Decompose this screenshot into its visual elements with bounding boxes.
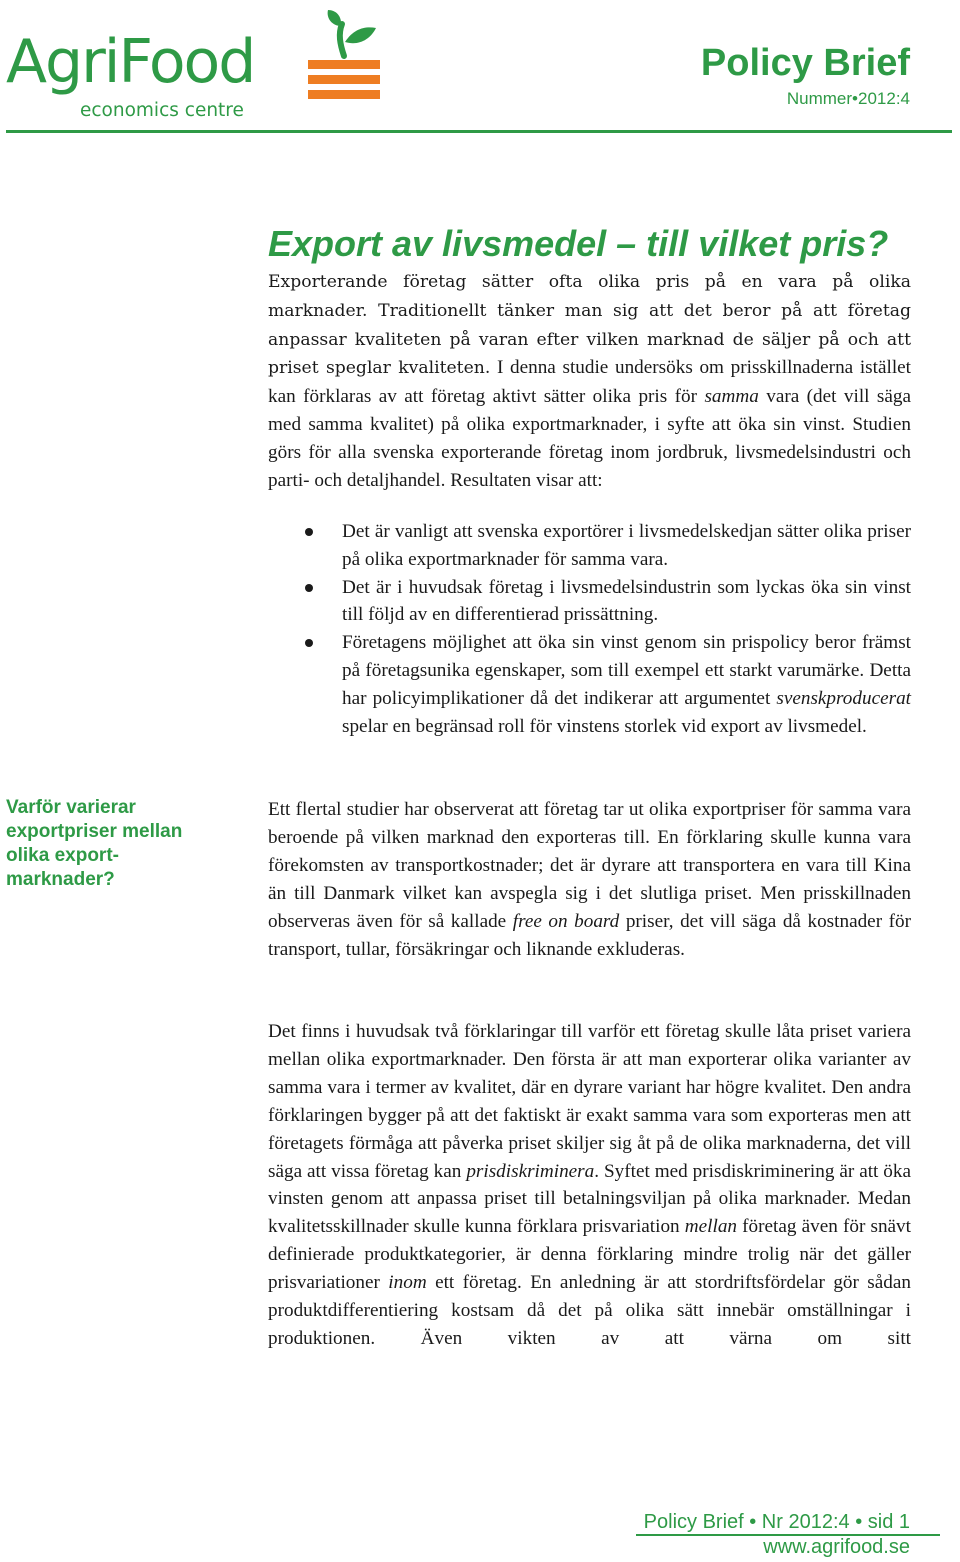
- section-heading: Varför varierar exportpriser mellan olika export-marknader?: [6, 797, 183, 890]
- list-item-text: Det är vanligt att svenska exportörer i livsmedelskedjan sätter olika priser på olika exportmarknader för samma vara.: [342, 521, 911, 570]
- logo-subtitle: economics centre: [80, 100, 244, 121]
- logo-wordmark: AgriFood: [6, 27, 255, 97]
- header-divider-right: [362, 130, 952, 133]
- doc-type-title: Policy Brief: [700, 42, 910, 84]
- paragraph-emphasis: prisdiskriminera: [466, 1160, 595, 1182]
- footer-url-link[interactable]: www.agrifood.se: [763, 1536, 910, 1558]
- paragraph-emphasis: inom: [388, 1272, 427, 1294]
- intro-text-2: I denna studie undersöks om prisskillnaderna istället kan förklaras av att företag aktivt sätter olika pris för: [268, 357, 911, 408]
- paragraph-text: Ett flertal studier har observerat att företag tar ut olika exportpriser för samma vara beroende på vilken marknad den exporteras till. En förklaring skulle kunna vara förekomsten av transportkostnader; det är dyrare att transportera en vara till Kina än till Danmark vilket kan avspegla sig i det slutliga priset. Men prisskillnaden observeras även för så kallade: [268, 799, 911, 932]
- list-item-tail: spelar en begränsad roll för vinstens storlek vid export av livsmedel.: [342, 715, 867, 737]
- doc-number: Nummer•2012:4: [786, 89, 910, 108]
- list-item-text: Företagens möjlighet att öka sin vinst genom sin prispolicy beror främst på företagsunika egenskaper, som till exempel ett starkt varumärke. Detta har policyimplikationer då det indikerar att argumentet: [342, 632, 911, 709]
- list-item: [268, 518, 911, 574]
- bullet-icon: [305, 528, 313, 536]
- bullet-icon: [305, 584, 313, 592]
- intro-paragraph: [268, 268, 911, 494]
- list-item: [268, 574, 911, 630]
- paragraph-emphasis: free on board: [512, 910, 620, 932]
- intro-emphasis: samma: [704, 386, 759, 408]
- footer-page-info: Policy Brief • Nr 2012:4 • sid 1: [643, 1511, 910, 1533]
- body-paragraph-1: [268, 796, 911, 963]
- paragraph-emphasis: mellan: [684, 1216, 738, 1238]
- paragraph-text: . Syftet med prisdiskriminering är att öka vinsten genom att anpassa priset till betalningsviljan på olika marknader. Medan kvalitetsskillnader skulle kunna förklara prisvariation: [268, 1160, 912, 1238]
- paragraph-text: Det finns i huvudsak två förklaringar till varför ett företag skulle låta priset variera mellan olika exportmarknader. Den första är att man exporterar olika varianter av samma vara i termer av kvalitet, där en dyrare variant har högre kvalitet. Den andra förklaringen bygger på att det faktiskt är exakt samma vara som exporteras men att företagets förmåga att påverka priset skiljer sig åt på de olika marknaderna, det vill säga att vissa företag kan: [268, 1021, 911, 1182]
- header-divider-left: [6, 130, 362, 133]
- agrifood-logo: [6, 4, 386, 126]
- page-title: Export av livsmedel – till vilket pris?: [268, 223, 889, 264]
- list-item-emphasis: svenskproducerat: [776, 687, 911, 709]
- paragraph-text: ett företag. En anledning är att stordriftsfördelar gör sådan produktdifferentiering kostsam då det på olika sätt innebär omställningar i produktionen. Även vikten av att värna om sitt: [268, 1272, 911, 1349]
- logo-sprout-icon: [304, 4, 384, 104]
- paragraph-text: priser, det vill säga då kostnader för transport, tullar, försäkringar och liknande exkluderas.: [268, 910, 912, 960]
- bullet-icon: [305, 639, 313, 647]
- results-list: [268, 518, 911, 740]
- intro-text-3: vara (det vill säga med samma kvalitet) på olika exportmarknader, i syfte att öka sin vinst. Studien görs för alla svenska exporterande företag inom jordbruk, livsmedelsindustri och parti- och detaljhandel. Resultaten visar att:: [268, 386, 911, 491]
- paragraph-text: företag även för snävt definierade produktkategorier, är denna förklaring mindre trolig när det gäller prisvariationer: [268, 1216, 911, 1294]
- list-item-text: Det är i huvudsak företag i livsmedelsindustrin som lyckas öka sin vinst till följd av en differentierad prissättning.: [342, 576, 911, 626]
- intro-lead-text: Exporterande företag sätter ofta olika pris på en vara på olika marknader. Traditionellt tänker man sig att det beror på att företag anpassar kvaliteten på varan efter vilken marknad de säljer på och att priset speglar kvaliteten.: [268, 272, 911, 379]
- body-paragraph-2: [268, 1018, 911, 1353]
- list-item: [268, 629, 911, 740]
